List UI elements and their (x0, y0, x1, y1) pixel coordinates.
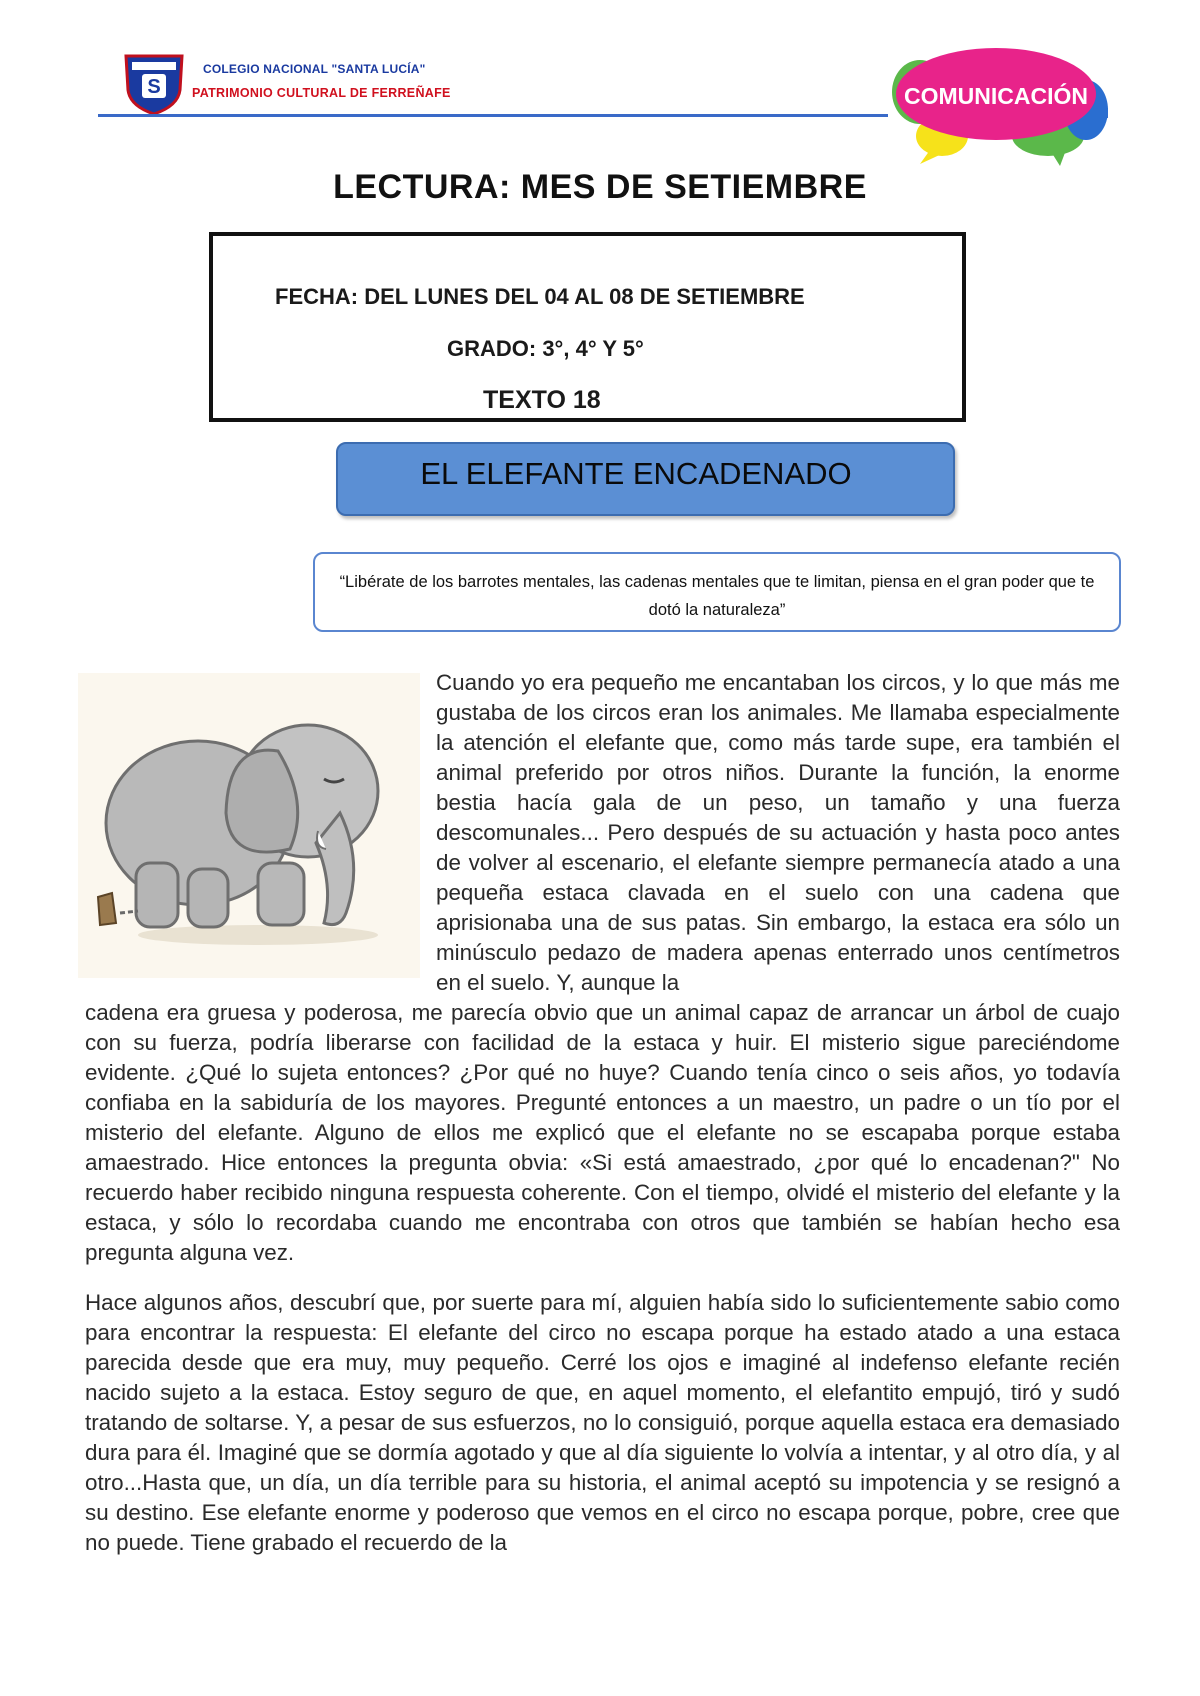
page-title: LECTURA: MES DE SETIEMBRE (333, 168, 867, 206)
comunicacion-logo (890, 40, 1108, 168)
story-title: EL ELEFANTE ENCADENADO (420, 456, 852, 491)
paragraph-1-part-2: cadena era gruesa y poderosa, me parecía obvio que un animal capaz de arrancar un árbol de cuajo con su fuerza, podría liberarse con facilidad de la estaca y huir. El misterio sigue pareciéndome evidente. ¿Qué lo sujeta entonces? ¿Por qué no huye? Cuando tenía cinco o seis años, yo todavía confiaba en la sabiduría de los mayores. Pregunté entonces a un maestro, un padre o un tío por el misterio del elefante. Alguno de ellos me explicó que el elefante no se escapaba porque estaba amaestrado. Hice entonces la pregunta obvia: «Si está amaestrado, ¿por qué lo encadenan?" No recuerdo haber recibido ninguna respuesta coherente. Con el tiempo, olvidé el misterio del elefante y la estaca, y sólo lo recordaba cuando me encontraba con otros que también se habían hecho esa pregunta alguna vez. (85, 1000, 1120, 1265)
text-number: TEXTO 18 (483, 386, 601, 414)
quote-text: “Libérate de los barrotes mentales, las cadenas mentales que te limitan, piensa en el gran poder que te dotó la naturaleza” (339, 573, 1095, 619)
chained-elephant-illustration (78, 673, 420, 978)
header-rule (98, 114, 888, 117)
date-line: FECHA: DEL LUNES DEL 04 AL 08 DE SETIEMBRE (275, 284, 805, 309)
grade-line: GRADO: 3°, 4° Y 5° (447, 336, 644, 361)
school-shield-logo (122, 50, 186, 116)
school-name: COLEGIO NACIONAL "SANTA LUCÍA" (203, 62, 426, 76)
paragraph-1-part-1: Cuando yo era pequeño me encantaban los circos, y lo que más me gustaba de los circos eran los animales. Me llamaba especialmente la atención el elefante que, como más tarde supe, era también el animal preferido por otros niños. Durante la función, la enorme bestia hacía gala de un peso, un tamaño y una fuerza descomunales... Pero después de su actuación y hasta poco antes de volver al escenario, el elefante siempre permanecía atado a una pequeña estaca clavada en el suelo con una cadena que aprisionaba una de sus patas. Sin embargo, la estaca era sólo un minúsculo pedazo de madera apenas enterrado unos centímetros en el suelo. Y, aunque la (436, 670, 1120, 995)
school-subtitle: PATRIMONIO CULTURAL DE FERREÑAFE (192, 86, 451, 100)
logo-text: COMUNICACIÓN (904, 83, 1088, 109)
paragraph-2: Hace algunos años, descubrí que, por suerte para mí, alguien había sido lo suficientemente sabio como para encontrar la respuesta: El elefante del circo no escapa porque ha estado atado a una estaca parecida desde que era muy, muy pequeño. Cerré los ojos e imaginé al indefenso elefante recién nacido sujeto a la estaca. Estoy seguro de que, en aquel momento, el elefantito empujó, tiró y sudó tratando de soltarse. Y, a pesar de sus esfuerzos, no lo consiguió, porque aquella estaca era demasiado dura para él. Imaginé que se dormía agotado y que al día siguiente lo volvía a intentar, y al otro día, y al otro...Hasta que, un día, un día terrible para su historia, el animal aceptó su impotencia y se resignó a su destino. Ese elefante enorme y poderoso que vemos en el circo no escapa porque, pobre, cree que no puede. Tiene grabado el recuerdo de la (85, 1290, 1120, 1555)
svg-text:S: S (147, 76, 161, 98)
